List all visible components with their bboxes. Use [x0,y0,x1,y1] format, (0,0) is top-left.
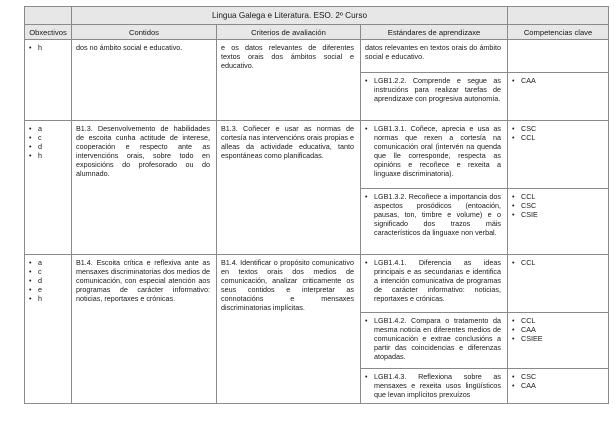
standard-text: • LGB1.3.1. Coñece, aprecia e usa as normas que rexen a cortesía na comunicación oral (intervén na quenda que lle corresponde, respecta as opinións e recoñece e rexeita a linguaxe discriminatoria). [365,124,501,178]
objective-item: • e [29,285,65,294]
standard-cell [361,313,508,369]
criteria-cell [217,40,361,121]
title-spacer [508,7,609,25]
competence-item: • CCL [512,316,602,325]
header-competences: Competencias clave [508,25,609,40]
criteria-text: B1.4. Identificar o propósito comunicativo en textos orais dos medios de comunicación, analizar criticamente os seus contidos e interpretar as connotacións e mensaxes discriminatorias implícitas. [221,258,354,312]
table-title: Lingua Galega e Literatura. ESO. 2º Curso [72,7,508,25]
competence-item: • CAA [512,76,602,85]
standard-cell [361,369,508,404]
objectives-cell [25,255,72,404]
content-cell [72,121,217,255]
curriculum-table [24,6,609,404]
header-standards: Estándares de aprendizaxe [361,25,508,40]
standard-cell [361,121,508,189]
objective-item: • a [29,258,65,267]
competence-item: • CSC [512,372,602,381]
competence-item: • CCL [512,133,602,142]
competences-cell [508,255,609,313]
criteria-text: e os datos relevantes de diferentes textos orais dos ámbitos social e educativo. [221,43,354,70]
objective-item: • h [29,151,65,160]
standard-cell [361,255,508,313]
objectives-cell [25,121,72,255]
objectives-cell [25,40,72,121]
objective-item: • h [29,43,65,52]
competence-item: • CSIE [512,210,602,219]
content-text: B1.3. Desenvolvemento de habilidades de escoita cunha actitude de interese, cooperación e respecto ante as intervencións orais, sobre todo en exposicións do profesorado ou do alumnado. [76,124,210,178]
criteria-text: B1.3. Coñecer e usar as normas de cortesía nas intervencións orais propias e alleas da actividade educativa, tanto espontáneas como planificadas. [221,124,354,160]
header-criteria: Criterios de avaliación [217,25,361,40]
title-spacer [25,7,72,25]
objective-item: • d [29,276,65,285]
standard-text: • LGB1.2.2. Comprende e segue as instrucións para realizar tarefas de aprendizaxe con progresiva autonomía. [365,76,501,103]
competences-cell [508,73,609,121]
header-contents: Contidos [72,25,217,40]
objective-item: • c [29,267,65,276]
competence-item: • CCL [512,192,602,201]
criteria-cell [217,255,361,404]
header-objectives: Obxectivos [25,25,72,40]
standard-cell [361,40,508,73]
competences-cell [508,313,609,369]
standard-text: • LGB1.4.3. Reflexiona sobre as mensaxes e rexeita usos lingüísticos que levan implícitos prexuízos [365,372,501,399]
competence-item: • CAA [512,325,602,334]
standard-text: • LGB1.4.2. Compara o tratamento da mesma noticia en diferentes medios de comunicación e extrae conclusións a partir das coincidencias e diferenzas atopadas. [365,316,501,361]
content-text: B1.4. Escoita crítica e reflexiva ante as mensaxes discriminatorias dos medios de comunicación, con especial atención aos programas de carácter informativo: noticias, reportaxes e crónicas. [76,258,210,303]
competences-cell [508,369,609,404]
content-cell [72,40,217,121]
standard-text: • LGB1.4.1. Diferencia as ideas principais e as secundarias e identifica a intención comunicativa de programas de carácter informativo: noticias, reportaxes e crónicas. [365,258,501,303]
standard-text: • LGB1.3.2. Recoñece a importancia dos aspectos prosódicos (entoación, pausas, ton, timbre e volume) e o significado dos trazos máis característicos da linguaxe non verbal. [365,192,501,237]
standard-text: datos relevantes en textos orais do ámbito social e educativo. [365,43,502,61]
competences-cell [508,189,609,255]
competence-item: • CSIEE [512,334,602,343]
criteria-cell [217,121,361,255]
competence-item: • CSC [512,201,602,210]
objective-item: • a [29,124,65,133]
competence-item: • CCL [512,258,602,267]
standard-cell [361,189,508,255]
objective-item: • h [29,294,65,303]
objective-item: • c [29,133,65,142]
content-text: dos no ámbito social e educativo. [76,43,183,52]
standard-cell [361,73,508,121]
competences-cell [508,40,609,73]
competences-cell [508,121,609,189]
competence-item: • CAA [512,381,602,390]
objective-item: • d [29,142,65,151]
content-cell [72,255,217,404]
competence-item: • CSC [512,124,602,133]
